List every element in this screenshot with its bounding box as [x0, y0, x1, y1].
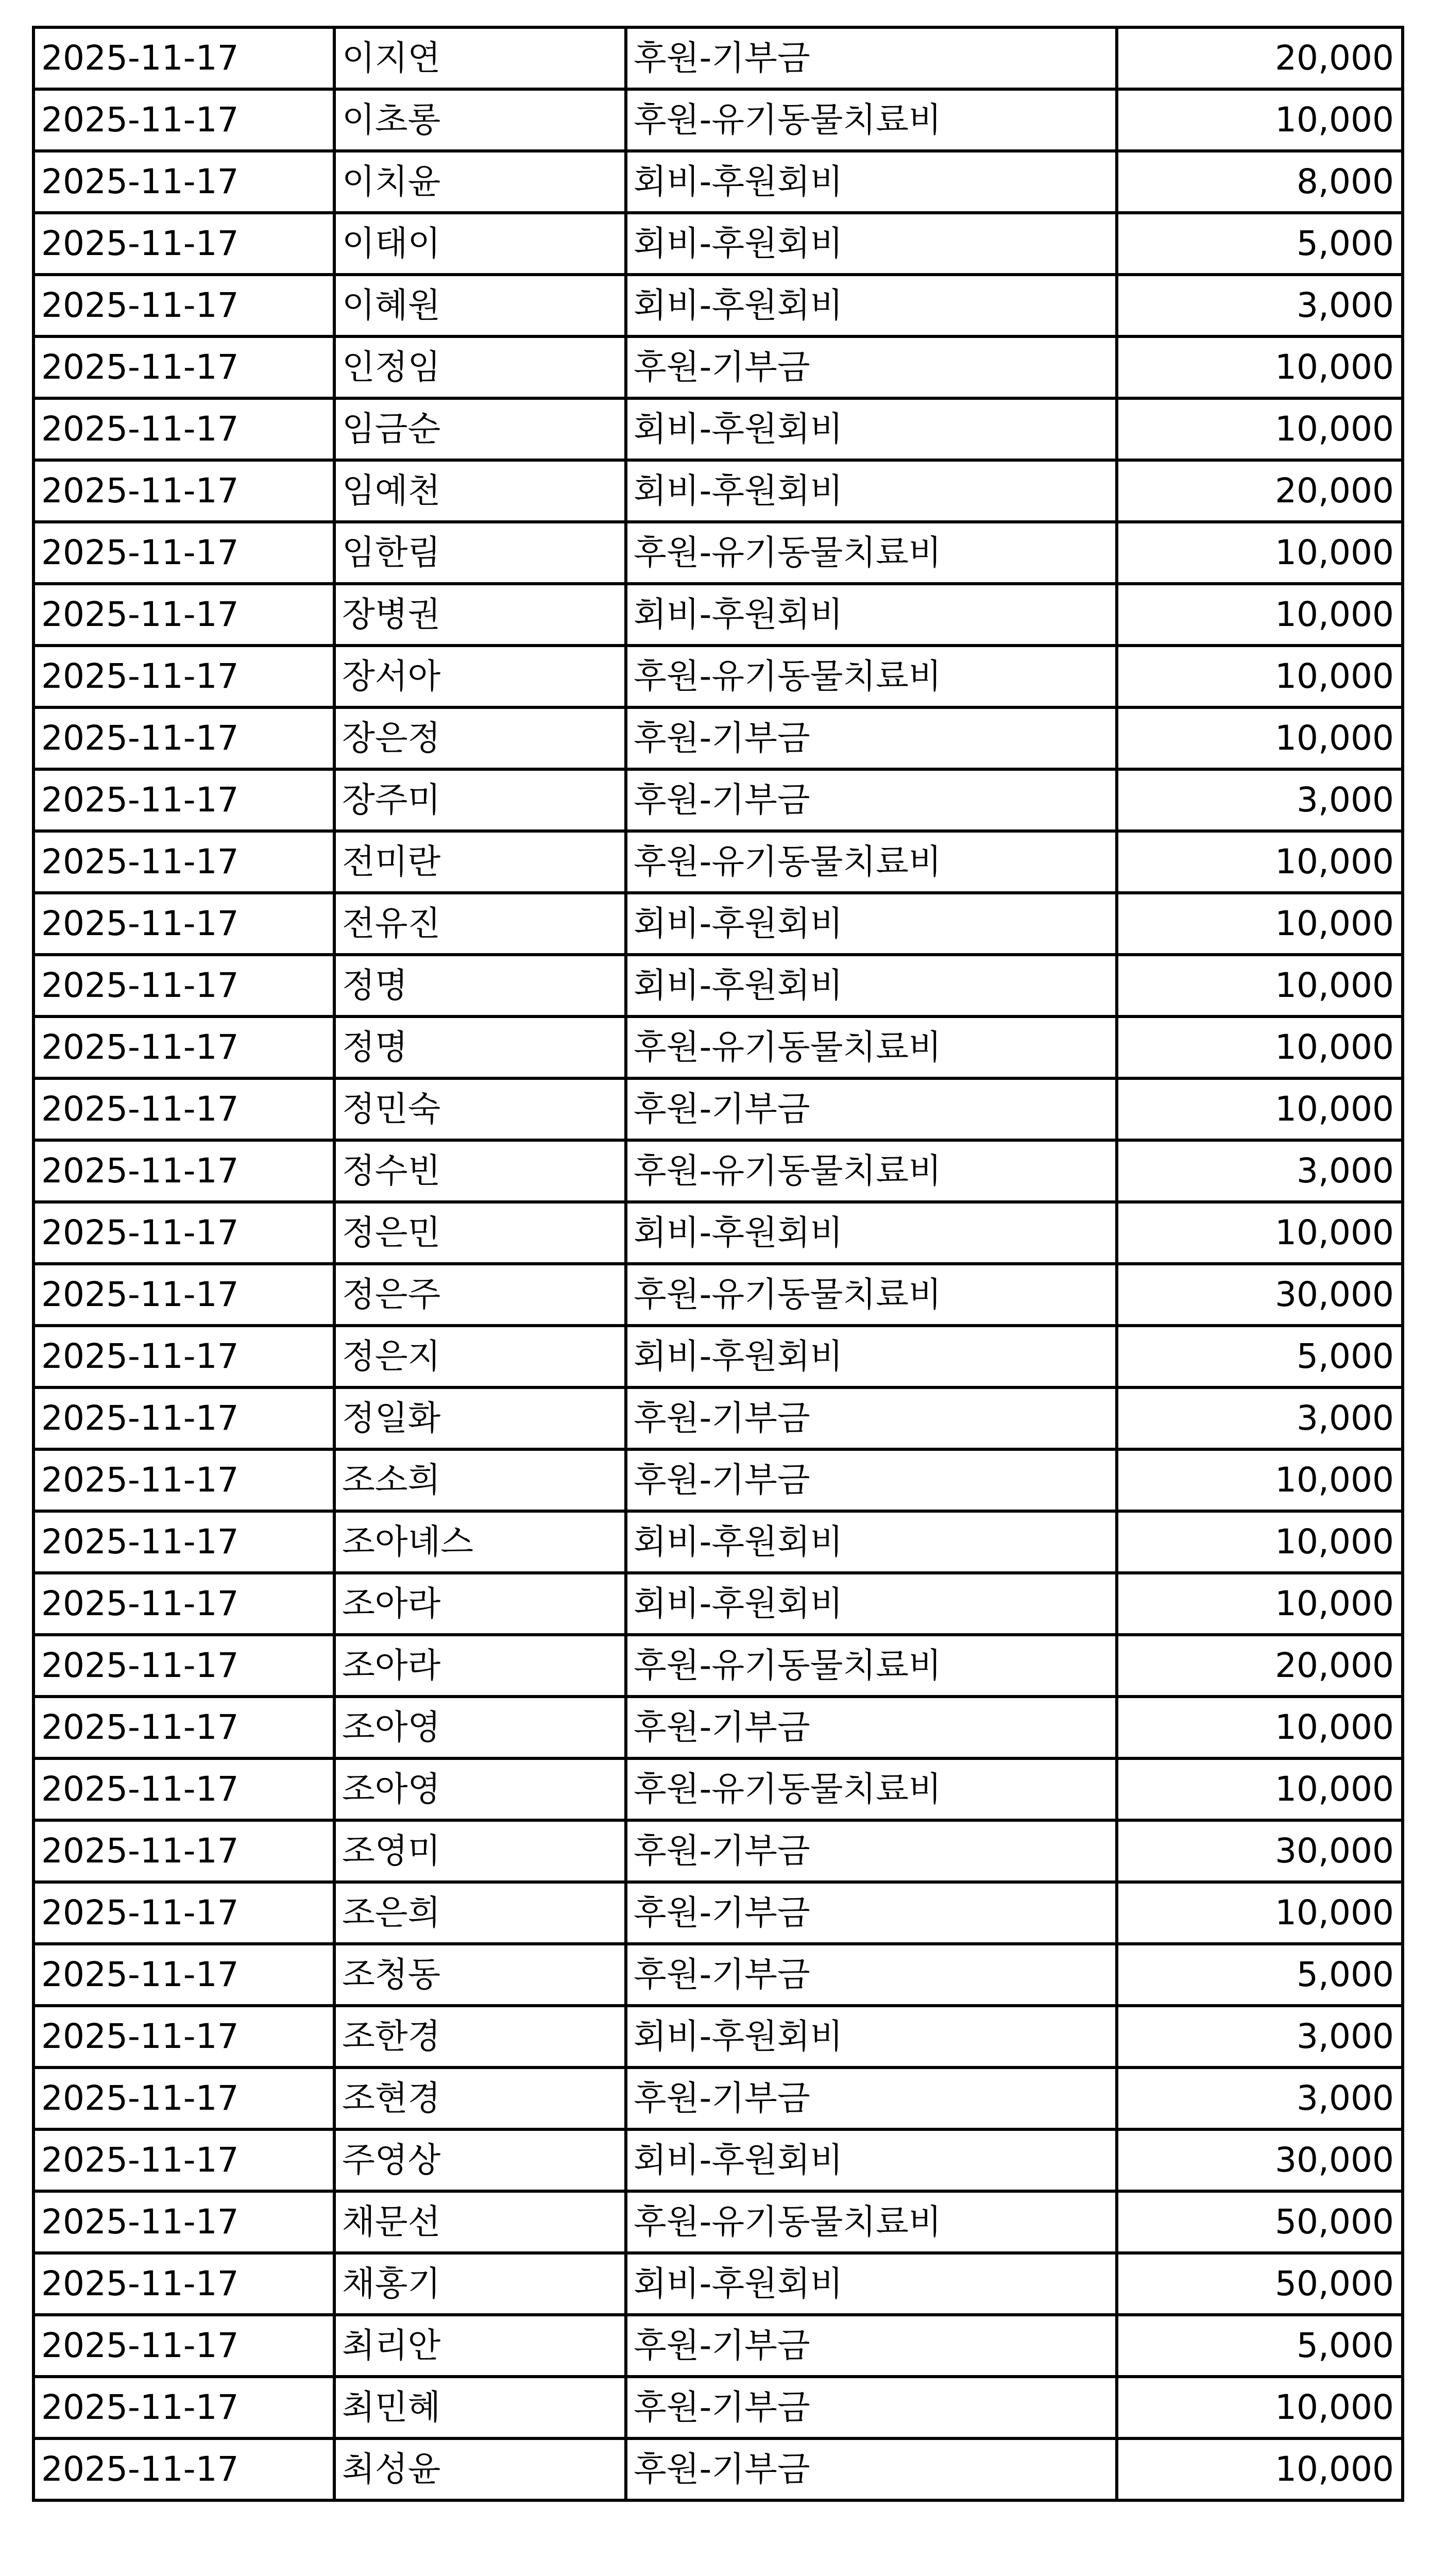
- donor-name-cell: 조한경: [334, 2006, 626, 2067]
- category-cell: 후원-유기동물치료비: [626, 522, 1117, 584]
- donor-name-cell: 전미란: [334, 831, 626, 893]
- donor-name-cell: 장서아: [334, 646, 626, 707]
- donor-name-cell: 인정임: [334, 336, 626, 398]
- table-row: [33, 1140, 1403, 1202]
- donor-name-cell: 이치윤: [334, 151, 626, 213]
- table-row: [33, 213, 1403, 275]
- table-row: [33, 2253, 1403, 2315]
- table-row: [33, 1573, 1403, 1635]
- table-row: [33, 275, 1403, 336]
- table-row: [33, 1635, 1403, 1697]
- table-row: [33, 2438, 1403, 2500]
- amount-cell: 10,000: [1117, 584, 1403, 646]
- date-cell: 2025-11-17: [33, 584, 334, 646]
- donor-name-cell: 조소희: [334, 1449, 626, 1511]
- table-row: [33, 89, 1403, 151]
- amount-cell: 10,000: [1117, 1202, 1403, 1264]
- category-cell: 후원-기부금: [626, 1078, 1117, 1140]
- table-row: [33, 1387, 1403, 1449]
- amount-cell: 10,000: [1117, 955, 1403, 1016]
- table-row: [33, 1882, 1403, 1944]
- amount-cell: 3,000: [1117, 1387, 1403, 1449]
- date-cell: 2025-11-17: [33, 1635, 334, 1697]
- date-cell: 2025-11-17: [33, 2006, 334, 2067]
- date-cell: 2025-11-17: [33, 151, 334, 213]
- category-cell: 후원-기부금: [626, 2377, 1117, 2438]
- table-row: [33, 1202, 1403, 1264]
- table-row: [33, 1264, 1403, 1326]
- category-cell: 후원-기부금: [626, 2438, 1117, 2500]
- date-cell: 2025-11-17: [33, 2315, 334, 2377]
- date-cell: 2025-11-17: [33, 2129, 334, 2191]
- amount-cell: 3,000: [1117, 275, 1403, 336]
- donor-name-cell: 이태이: [334, 213, 626, 275]
- date-cell: 2025-11-17: [33, 522, 334, 584]
- table-row: [33, 1511, 1403, 1573]
- date-cell: 2025-11-17: [33, 1140, 334, 1202]
- category-cell: 후원-기부금: [626, 769, 1117, 831]
- date-cell: 2025-11-17: [33, 893, 334, 955]
- date-cell: 2025-11-17: [33, 1820, 334, 1882]
- category-cell: 후원-기부금: [626, 336, 1117, 398]
- category-cell: 회비-후원회비: [626, 151, 1117, 213]
- donor-name-cell: 최민혜: [334, 2377, 626, 2438]
- date-cell: 2025-11-17: [33, 1387, 334, 1449]
- donor-name-cell: 정은민: [334, 1202, 626, 1264]
- table-row: [33, 2191, 1403, 2253]
- amount-cell: 20,000: [1117, 27, 1403, 89]
- date-cell: 2025-11-17: [33, 646, 334, 707]
- table-row: [33, 955, 1403, 1016]
- table-row: [33, 1016, 1403, 1078]
- amount-cell: 10,000: [1117, 1882, 1403, 1944]
- date-cell: 2025-11-17: [33, 707, 334, 769]
- donor-name-cell: 조현경: [334, 2067, 626, 2129]
- category-cell: 후원-유기동물치료비: [626, 1264, 1117, 1326]
- table-row: [33, 460, 1403, 522]
- table-row: [33, 707, 1403, 769]
- date-cell: 2025-11-17: [33, 1697, 334, 1758]
- date-cell: 2025-11-17: [33, 336, 334, 398]
- donor-name-cell: 조은희: [334, 1882, 626, 1944]
- amount-cell: 20,000: [1117, 460, 1403, 522]
- donor-name-cell: 조아영: [334, 1758, 626, 1820]
- date-cell: 2025-11-17: [33, 1264, 334, 1326]
- category-cell: 후원-유기동물치료비: [626, 1140, 1117, 1202]
- table-row: [33, 2129, 1403, 2191]
- amount-cell: 10,000: [1117, 1573, 1403, 1635]
- amount-cell: 3,000: [1117, 2067, 1403, 2129]
- table-row: [33, 27, 1403, 89]
- table-row: [33, 831, 1403, 893]
- amount-cell: 5,000: [1117, 2315, 1403, 2377]
- table-row: [33, 2006, 1403, 2067]
- table-row: [33, 151, 1403, 213]
- category-cell: 후원-유기동물치료비: [626, 646, 1117, 707]
- category-cell: 후원-유기동물치료비: [626, 831, 1117, 893]
- date-cell: 2025-11-17: [33, 2067, 334, 2129]
- amount-cell: 50,000: [1117, 2253, 1403, 2315]
- donor-name-cell: 최성윤: [334, 2438, 626, 2500]
- table-row: [33, 769, 1403, 831]
- category-cell: 후원-기부금: [626, 27, 1117, 89]
- category-cell: 회비-후원회비: [626, 460, 1117, 522]
- donor-name-cell: 이초롱: [334, 89, 626, 151]
- amount-cell: 10,000: [1117, 831, 1403, 893]
- donor-name-cell: 정명: [334, 955, 626, 1016]
- donor-name-cell: 정명: [334, 1016, 626, 1078]
- table-row: [33, 336, 1403, 398]
- amount-cell: 3,000: [1117, 769, 1403, 831]
- amount-cell: 10,000: [1117, 1511, 1403, 1573]
- amount-cell: 30,000: [1117, 1264, 1403, 1326]
- date-cell: 2025-11-17: [33, 1016, 334, 1078]
- amount-cell: 20,000: [1117, 1635, 1403, 1697]
- category-cell: 후원-기부금: [626, 1387, 1117, 1449]
- table-row: [33, 398, 1403, 460]
- table-row: [33, 1944, 1403, 2006]
- amount-cell: 10,000: [1117, 398, 1403, 460]
- date-cell: 2025-11-17: [33, 1326, 334, 1387]
- date-cell: 2025-11-17: [33, 2253, 334, 2315]
- amount-cell: 10,000: [1117, 2377, 1403, 2438]
- date-cell: 2025-11-17: [33, 1449, 334, 1511]
- amount-cell: 10,000: [1117, 893, 1403, 955]
- category-cell: 회비-후원회비: [626, 275, 1117, 336]
- category-cell: 후원-기부금: [626, 1882, 1117, 1944]
- table-row: [33, 1326, 1403, 1387]
- donor-name-cell: 채홍기: [334, 2253, 626, 2315]
- donor-name-cell: 정민숙: [334, 1078, 626, 1140]
- date-cell: 2025-11-17: [33, 2191, 334, 2253]
- category-cell: 회비-후원회비: [626, 1511, 1117, 1573]
- donor-name-cell: 임예천: [334, 460, 626, 522]
- donor-name-cell: 조아라: [334, 1635, 626, 1697]
- date-cell: 2025-11-17: [33, 89, 334, 151]
- date-cell: 2025-11-17: [33, 2377, 334, 2438]
- donor-name-cell: 장은정: [334, 707, 626, 769]
- category-cell: 후원-기부금: [626, 707, 1117, 769]
- donor-name-cell: 조아녜스: [334, 1511, 626, 1573]
- amount-cell: 5,000: [1117, 1326, 1403, 1387]
- donor-name-cell: 이혜원: [334, 275, 626, 336]
- donor-name-cell: 정수빈: [334, 1140, 626, 1202]
- date-cell: 2025-11-17: [33, 1511, 334, 1573]
- amount-cell: 10,000: [1117, 336, 1403, 398]
- date-cell: 2025-11-17: [33, 27, 334, 89]
- date-cell: 2025-11-17: [33, 1882, 334, 1944]
- donor-name-cell: 장주미: [334, 769, 626, 831]
- amount-cell: 10,000: [1117, 522, 1403, 584]
- ledger-body: [33, 27, 1403, 2500]
- category-cell: 회비-후원회비: [626, 398, 1117, 460]
- amount-cell: 10,000: [1117, 707, 1403, 769]
- amount-cell: 10,000: [1117, 2438, 1403, 2500]
- category-cell: 후원-기부금: [626, 1820, 1117, 1882]
- date-cell: 2025-11-17: [33, 1573, 334, 1635]
- date-cell: 2025-11-17: [33, 1944, 334, 2006]
- category-cell: 후원-기부금: [626, 1944, 1117, 2006]
- amount-cell: 3,000: [1117, 2006, 1403, 2067]
- amount-cell: 10,000: [1117, 1758, 1403, 1820]
- table-row: [33, 893, 1403, 955]
- donor-name-cell: 임금순: [334, 398, 626, 460]
- category-cell: 후원-기부금: [626, 1449, 1117, 1511]
- category-cell: 회비-후원회비: [626, 2006, 1117, 2067]
- table-row: [33, 2315, 1403, 2377]
- category-cell: 회비-후원회비: [626, 2129, 1117, 2191]
- amount-cell: 10,000: [1117, 89, 1403, 151]
- category-cell: 회비-후원회비: [626, 893, 1117, 955]
- table-row: [33, 1758, 1403, 1820]
- date-cell: 2025-11-17: [33, 2438, 334, 2500]
- amount-cell: 10,000: [1117, 1016, 1403, 1078]
- category-cell: 후원-유기동물치료비: [626, 2191, 1117, 2253]
- category-cell: 회비-후원회비: [626, 1202, 1117, 1264]
- table-row: [33, 584, 1403, 646]
- date-cell: 2025-11-17: [33, 213, 334, 275]
- date-cell: 2025-11-17: [33, 1078, 334, 1140]
- date-cell: 2025-11-17: [33, 460, 334, 522]
- donor-name-cell: 채문선: [334, 2191, 626, 2253]
- donor-name-cell: 정일화: [334, 1387, 626, 1449]
- donor-name-cell: 조청동: [334, 1944, 626, 2006]
- category-cell: 후원-유기동물치료비: [626, 1016, 1117, 1078]
- amount-cell: 10,000: [1117, 1078, 1403, 1140]
- donor-name-cell: 전유진: [334, 893, 626, 955]
- category-cell: 회비-후원회비: [626, 213, 1117, 275]
- category-cell: 후원-유기동물치료비: [626, 89, 1117, 151]
- donor-name-cell: 조아라: [334, 1573, 626, 1635]
- amount-cell: 10,000: [1117, 646, 1403, 707]
- table-row: [33, 1449, 1403, 1511]
- amount-cell: 8,000: [1117, 151, 1403, 213]
- category-cell: 회비-후원회비: [626, 955, 1117, 1016]
- amount-cell: 10,000: [1117, 1449, 1403, 1511]
- category-cell: 후원-기부금: [626, 1697, 1117, 1758]
- date-cell: 2025-11-17: [33, 398, 334, 460]
- donation-ledger-sheet: [32, 26, 1401, 2502]
- amount-cell: 3,000: [1117, 1140, 1403, 1202]
- category-cell: 후원-유기동물치료비: [626, 1758, 1117, 1820]
- date-cell: 2025-11-17: [33, 955, 334, 1016]
- category-cell: 회비-후원회비: [626, 1573, 1117, 1635]
- date-cell: 2025-11-17: [33, 1758, 334, 1820]
- table-row: [33, 2067, 1403, 2129]
- date-cell: 2025-11-17: [33, 831, 334, 893]
- donor-name-cell: 조아영: [334, 1697, 626, 1758]
- date-cell: 2025-11-17: [33, 275, 334, 336]
- donation-ledger-table: [32, 26, 1404, 2502]
- donor-name-cell: 조영미: [334, 1820, 626, 1882]
- amount-cell: 5,000: [1117, 213, 1403, 275]
- donor-name-cell: 임한림: [334, 522, 626, 584]
- donor-name-cell: 장병권: [334, 584, 626, 646]
- category-cell: 회비-후원회비: [626, 2253, 1117, 2315]
- amount-cell: 50,000: [1117, 2191, 1403, 2253]
- date-cell: 2025-11-17: [33, 1202, 334, 1264]
- donor-name-cell: 최리안: [334, 2315, 626, 2377]
- category-cell: 후원-유기동물치료비: [626, 1635, 1117, 1697]
- amount-cell: 30,000: [1117, 1820, 1403, 1882]
- donor-name-cell: 주영상: [334, 2129, 626, 2191]
- amount-cell: 10,000: [1117, 1697, 1403, 1758]
- date-cell: 2025-11-17: [33, 769, 334, 831]
- table-row: [33, 646, 1403, 707]
- category-cell: 회비-후원회비: [626, 1326, 1117, 1387]
- category-cell: 회비-후원회비: [626, 584, 1117, 646]
- table-row: [33, 1820, 1403, 1882]
- table-row: [33, 2377, 1403, 2438]
- donor-name-cell: 이지연: [334, 27, 626, 89]
- table-row: [33, 522, 1403, 584]
- amount-cell: 30,000: [1117, 2129, 1403, 2191]
- table-row: [33, 1697, 1403, 1758]
- category-cell: 후원-기부금: [626, 2315, 1117, 2377]
- table-row: [33, 1078, 1403, 1140]
- category-cell: 후원-기부금: [626, 2067, 1117, 2129]
- amount-cell: 5,000: [1117, 1944, 1403, 2006]
- donor-name-cell: 정은지: [334, 1326, 626, 1387]
- donor-name-cell: 정은주: [334, 1264, 626, 1326]
